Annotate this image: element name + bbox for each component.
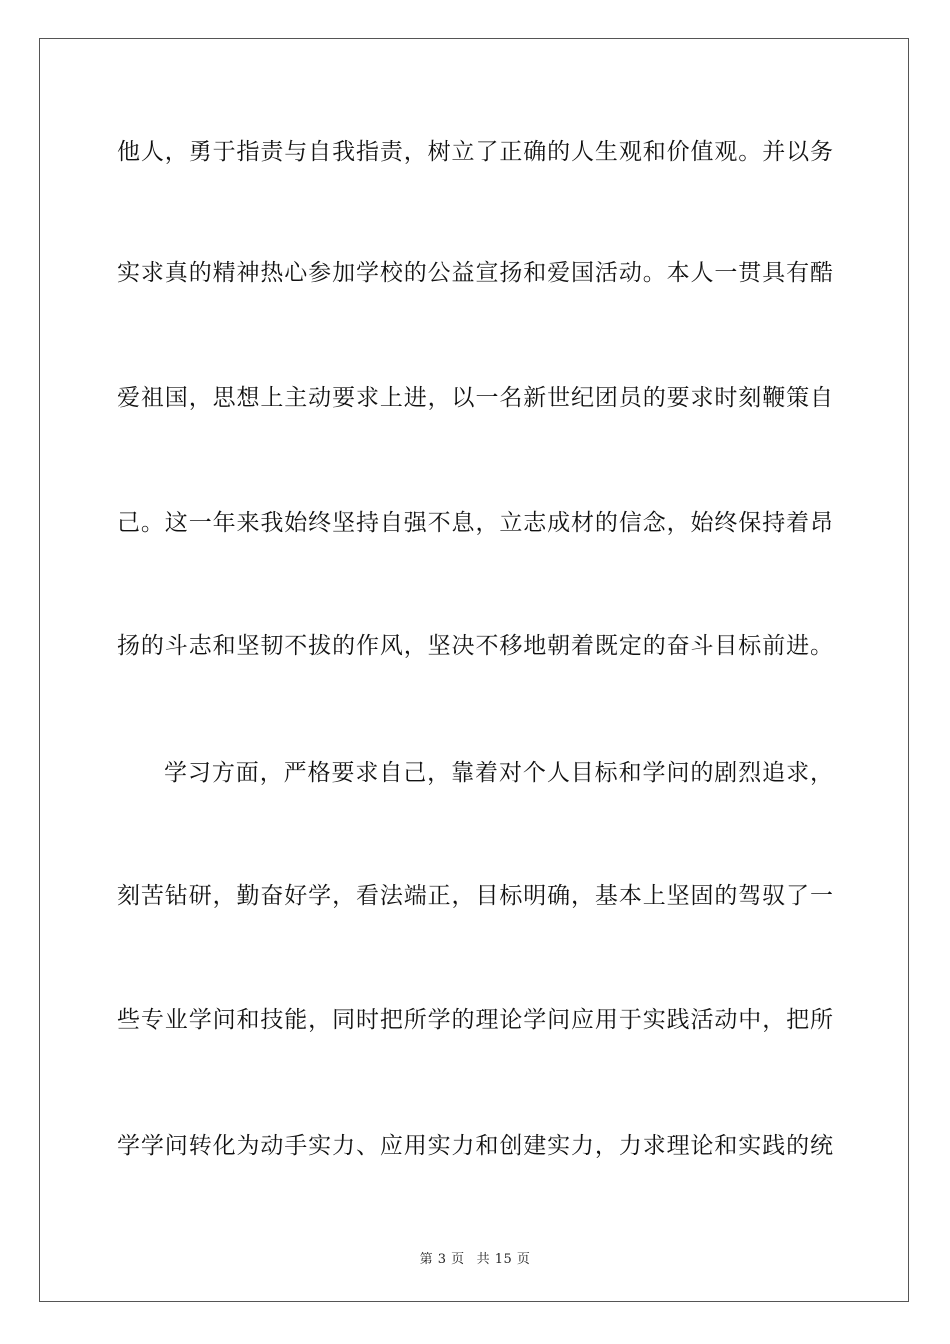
text-line: 刻苦钻研，勤奋好学，看法端正，目标明确，基本上坚固的驾驭了一 — [117, 883, 833, 909]
text-line: 己。这一年来我始终坚持自强不息，立志成材的信念，始终保持着昂 — [117, 510, 833, 536]
text-line: 他人，勇于指责与自我指责，树立了正确的人生观和价值观。并以务 — [117, 139, 833, 165]
page-footer — [0, 1248, 950, 1267]
text-line: 爱祖国，思想上主动要求上进，以一名新世纪团员的要求时刻鞭策自 — [117, 385, 833, 411]
text-line: 些专业学问和技能，同时把所学的理论学问应用于实践活动中，把所 — [117, 1007, 833, 1033]
page-total: 共 15 页 — [476, 1252, 531, 1267]
text-line: 学习方面，严格要求自己，靠着对个人目标和学问的剧烈追求， — [164, 760, 833, 786]
text-line: 实求真的精神热心参加学校的公益宣扬和爱国活动。本人一贯具有酷 — [117, 260, 833, 286]
page-border — [39, 38, 909, 1302]
text-line: 扬的斗志和坚韧不拔的作风，坚决不移地朝着既定的奋斗目标前进。 — [117, 633, 833, 659]
page-number: 第 3 页 — [419, 1252, 465, 1267]
text-line: 学学问转化为动手实力、应用实力和创建实力，力求理论和实践的统 — [117, 1133, 833, 1159]
